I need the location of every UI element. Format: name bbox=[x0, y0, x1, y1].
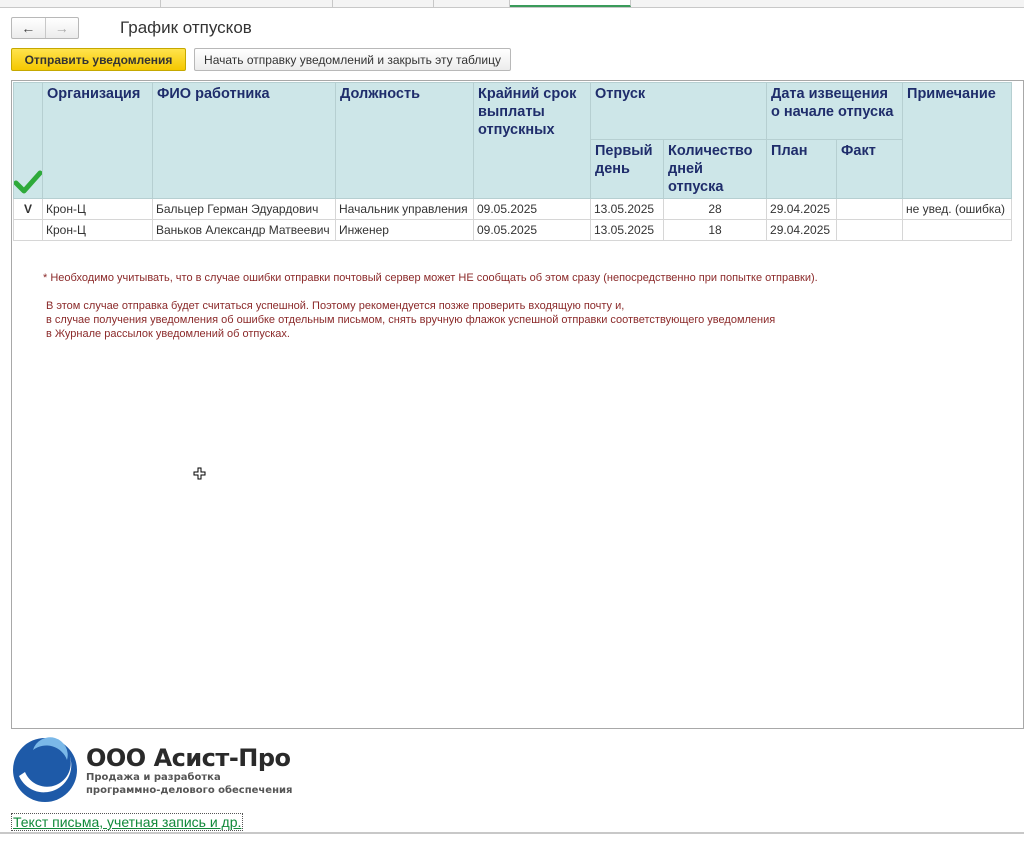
warning-note-line: В этом случае отправка будет считаться успешной. Поэтому рекомендуется позже проверить входящую почту и, bbox=[46, 300, 625, 312]
nav-buttons bbox=[11, 17, 79, 39]
cell-days[interactable]: 18 bbox=[664, 220, 767, 241]
cell-plan[interactable]: 29.04.2025 bbox=[767, 220, 837, 241]
arrow-left-icon: ← bbox=[21, 20, 36, 36]
tab[interactable] bbox=[434, 0, 510, 7]
company-tagline: программно-делового обеспечения bbox=[86, 785, 293, 796]
logo-icon bbox=[11, 736, 79, 804]
form-window bbox=[0, 8, 1024, 843]
move-cursor-icon bbox=[193, 467, 206, 480]
col-notice-group[interactable]: Дата извещения о начале отпуска bbox=[767, 83, 903, 140]
arrow-right-icon: → bbox=[54, 20, 69, 36]
sent-mark[interactable] bbox=[14, 220, 43, 241]
cell-first-day[interactable]: 13.05.2025 bbox=[591, 220, 664, 241]
warning-note-line: в случае получения уведомления об ошибке отдельным письмом, снять вручную флажок успешной отправки соответствующего уведомления bbox=[46, 314, 776, 326]
table-row[interactable] bbox=[14, 220, 1012, 241]
vacation-table bbox=[13, 82, 1012, 241]
cell-deadline[interactable]: 09.05.2025 bbox=[474, 220, 591, 241]
forward-button[interactable] bbox=[45, 18, 79, 38]
bottom-divider bbox=[0, 832, 1024, 834]
cell-deadline[interactable]: 09.05.2025 bbox=[474, 199, 591, 220]
email-settings-link[interactable]: Текст письма, учетная запись и др. bbox=[13, 814, 242, 830]
col-plan[interactable]: План bbox=[767, 140, 837, 199]
cell-fact[interactable] bbox=[837, 220, 903, 241]
col-fact[interactable]: Факт bbox=[837, 140, 903, 199]
main-panel bbox=[11, 80, 1024, 729]
back-button[interactable] bbox=[12, 18, 45, 38]
check-column-header[interactable] bbox=[14, 83, 43, 199]
col-deadline[interactable]: Крайний срок выплаты отпускных bbox=[474, 83, 591, 199]
warning-note: * Необходимо учитывать, что в случае ошибки отправки почтовый сервер может НЕ сообщать об этом сразу (непосредственно при попытке отправки). bbox=[43, 272, 818, 284]
sent-mark[interactable]: V bbox=[14, 199, 43, 220]
cell-note[interactable]: не увед. (ошибка) bbox=[903, 199, 1012, 220]
col-employee[interactable]: ФИО работника bbox=[153, 83, 336, 199]
col-days[interactable]: Количество дней отпуска bbox=[664, 140, 767, 199]
cell-organization[interactable]: Крон-Ц bbox=[43, 220, 153, 241]
cell-employee[interactable]: Ваньков Александр Матвеевич bbox=[153, 220, 336, 241]
company-name: ООО Асист-Про bbox=[86, 744, 291, 772]
col-organization[interactable]: Организация bbox=[43, 83, 153, 199]
warning-note-line: в Журнале рассылок уведомлений об отпусках. bbox=[46, 328, 290, 340]
tab[interactable] bbox=[0, 0, 161, 7]
tab[interactable] bbox=[333, 0, 434, 7]
col-vacation-group[interactable]: Отпуск bbox=[591, 83, 767, 140]
page-title: График отпусков bbox=[120, 18, 252, 37]
tab-strip bbox=[0, 0, 1024, 8]
cell-note[interactable] bbox=[903, 220, 1012, 241]
tab-active[interactable] bbox=[510, 0, 631, 7]
col-first-day[interactable]: Первый день bbox=[591, 140, 664, 199]
company-tagline: Продажа и разработка bbox=[86, 772, 221, 783]
cell-first-day[interactable]: 13.05.2025 bbox=[591, 199, 664, 220]
cell-days[interactable]: 28 bbox=[664, 199, 767, 220]
checkmark-icon bbox=[14, 170, 42, 194]
cell-fact[interactable] bbox=[837, 199, 903, 220]
send-and-close-button[interactable]: Начать отправку уведомлений и закрыть эту таблицу bbox=[194, 48, 511, 71]
cell-employee[interactable]: Бальцер Герман Эдуардович bbox=[153, 199, 336, 220]
col-position[interactable]: Должность bbox=[336, 83, 474, 199]
cell-position[interactable]: Инженер bbox=[336, 220, 474, 241]
tab[interactable] bbox=[161, 0, 333, 7]
cell-organization[interactable]: Крон-Ц bbox=[43, 199, 153, 220]
col-note[interactable]: Примечание bbox=[903, 83, 1012, 199]
cell-position[interactable]: Начальник управления bbox=[336, 199, 474, 220]
table-row[interactable] bbox=[14, 199, 1012, 220]
send-notifications-button[interactable]: Отправить уведомления bbox=[11, 48, 186, 71]
cell-plan[interactable]: 29.04.2025 bbox=[767, 199, 837, 220]
